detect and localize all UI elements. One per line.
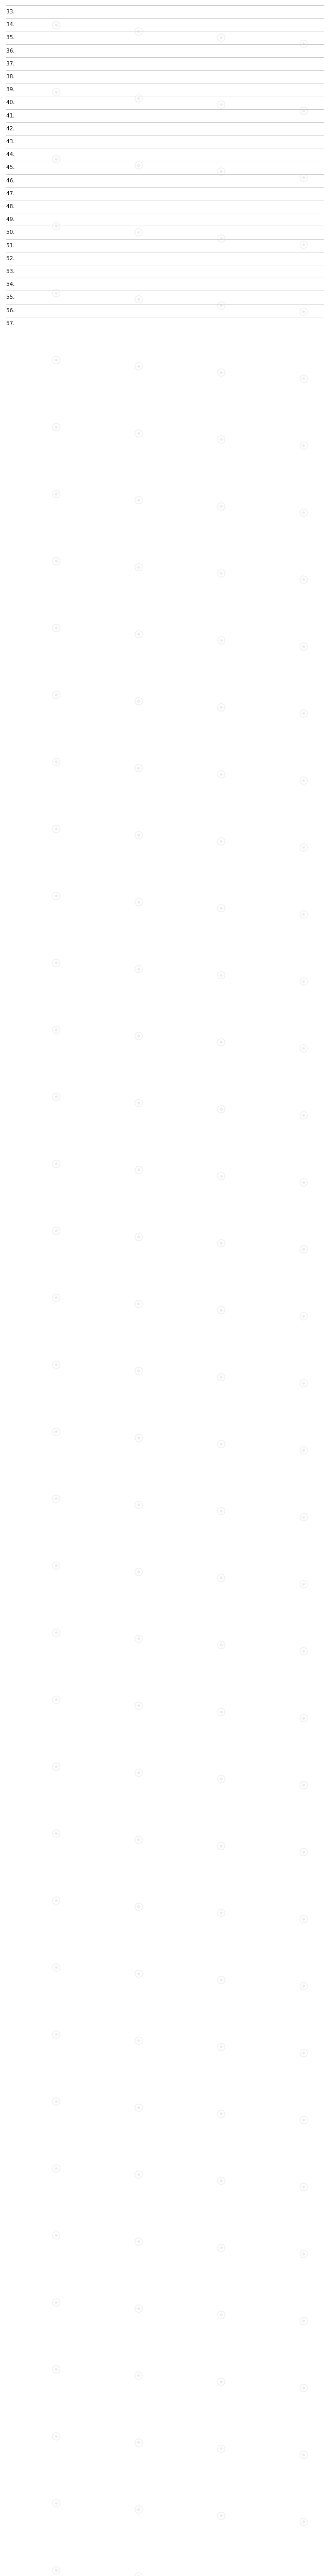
watermark-icon: [134, 1031, 143, 1041]
watermark-icon: [134, 1165, 143, 1175]
paragraph-divider: [6, 239, 324, 240]
watermark-icon: [134, 1634, 143, 1643]
watermark-icon: [217, 1506, 226, 1516]
paragraph: [6, 99, 324, 107]
watermark-icon: [52, 1494, 61, 1503]
paragraph-number: 36.: [6, 47, 15, 54]
paragraph: [6, 125, 324, 133]
paragraph-divider: [6, 187, 324, 188]
watermark-icon: [52, 2499, 61, 2508]
watermark-icon: [52, 958, 61, 968]
paragraph-number: 33.: [6, 9, 15, 15]
paragraph: [6, 60, 324, 68]
watermark-icon: [134, 2438, 143, 2447]
watermark-icon: [299, 1647, 308, 1656]
watermark-icon: [299, 642, 308, 651]
paragraph: [6, 255, 324, 263]
paragraph-divider: [6, 44, 324, 45]
watermark-icon: [134, 2237, 143, 2246]
watermark-icon: [299, 776, 308, 785]
paragraph: [6, 320, 324, 328]
watermark-icon: [134, 1835, 143, 1844]
watermark-icon: [134, 831, 143, 840]
watermark-icon: [52, 1628, 61, 1637]
watermark-icon: [217, 2377, 226, 2386]
watermark-icon: [134, 2304, 143, 2313]
watermark-icon: [299, 1781, 308, 1790]
watermark-icon: [52, 1963, 61, 1972]
watermark-icon: [217, 1239, 226, 1248]
watermark-icon: [52, 2432, 61, 2441]
watermark-icon: [299, 1580, 308, 1589]
watermark-icon: [52, 2566, 61, 2575]
watermark-icon: [52, 824, 61, 834]
watermark-icon: [134, 429, 143, 438]
watermark-icon: [52, 1092, 61, 1101]
watermark-icon: [217, 1105, 226, 1114]
watermark-icon: [134, 1701, 143, 1710]
watermark-icon: [52, 757, 61, 767]
watermark-icon: [217, 2042, 226, 2052]
watermark-icon: [217, 502, 226, 511]
watermark-icon: [217, 2310, 226, 2319]
watermark-icon: [299, 2517, 308, 2527]
paragraph-divider: [6, 109, 324, 110]
watermark-icon: [134, 697, 143, 706]
watermark-icon: [217, 904, 226, 913]
paragraph-number: 45.: [6, 164, 15, 171]
watermark-icon: [134, 1098, 143, 1108]
paragraph-number: 41.: [6, 112, 15, 119]
paragraph-number: 42.: [6, 125, 15, 132]
watermark-icon: [299, 2383, 308, 2393]
watermark-icon: [299, 2115, 308, 2125]
paragraph: [6, 34, 324, 42]
watermark-icon: [217, 1640, 226, 1650]
watermark-icon: [52, 1226, 61, 1235]
watermark-icon: [52, 1829, 61, 1838]
watermark-icon: [217, 1908, 226, 1918]
watermark-icon: [217, 1038, 226, 1047]
watermark-icon: [52, 1427, 61, 1436]
watermark-icon: [299, 2182, 308, 2192]
watermark-icon: [134, 1567, 143, 1577]
watermark-icon: [134, 1232, 143, 1242]
watermark-icon: [217, 2109, 226, 2119]
paragraph-divider: [6, 122, 324, 123]
watermark-icon: [134, 897, 143, 907]
watermark-icon: [217, 1306, 226, 1315]
watermark-icon: [299, 508, 308, 517]
watermark-icon: [52, 2298, 61, 2307]
watermark-icon: [217, 1372, 226, 1382]
paragraph: [6, 216, 324, 224]
paragraph: [6, 86, 324, 94]
paragraph: [6, 294, 324, 301]
watermark-icon: [299, 977, 308, 986]
watermark-icon: [52, 623, 61, 633]
watermark-icon: [134, 2505, 143, 2514]
paragraph-number: 50.: [6, 229, 15, 236]
paragraph-divider: [6, 174, 324, 175]
paragraph-number: 55.: [6, 294, 15, 301]
watermark-icon: [217, 636, 226, 645]
watermark-icon: [299, 1245, 308, 1254]
watermark-icon: [52, 422, 61, 432]
watermark-icon: [299, 1111, 308, 1120]
watermark-icon: [134, 1969, 143, 1978]
watermark-icon: [134, 1299, 143, 1309]
paragraph: [6, 307, 324, 315]
watermark-icon: [299, 2249, 308, 2259]
watermark-icon: [217, 2176, 226, 2185]
watermark-icon: [299, 374, 308, 383]
watermark-icon: [217, 1707, 226, 1717]
paragraph: [6, 268, 324, 276]
paragraph: [6, 73, 324, 81]
watermark-icon: [134, 964, 143, 974]
watermark-icon: [217, 770, 226, 779]
paragraph: [6, 8, 324, 16]
paragraph-number: 52.: [6, 255, 15, 262]
paragraph-divider: [6, 70, 324, 71]
watermark-icon: [52, 556, 61, 566]
watermark-icon: [134, 2371, 143, 2380]
paragraph: [6, 112, 324, 120]
paragraph-number: 56.: [6, 307, 15, 314]
watermark-icon: [134, 630, 143, 639]
watermark-icon: [52, 2164, 61, 2173]
watermark-icon: [299, 1714, 308, 1723]
watermark-icon: [52, 489, 61, 499]
watermark-icon: [217, 435, 226, 444]
watermark-icon: [52, 1695, 61, 1704]
watermark-icon: [52, 2365, 61, 2374]
watermark-icon: [134, 496, 143, 505]
watermark-icon: [217, 368, 226, 377]
paragraph-number: 34.: [6, 22, 15, 28]
paragraph-number: 54.: [6, 281, 15, 288]
watermark-icon: [52, 1896, 61, 1905]
watermark-icon: [134, 1902, 143, 1911]
watermark-icon: [299, 1981, 308, 1991]
watermark-icon: [217, 1573, 226, 1583]
paragraph-number: 48.: [6, 204, 15, 210]
watermark-icon: [299, 2450, 308, 2460]
watermark-icon: [217, 703, 226, 712]
watermark-icon: [299, 1513, 308, 1522]
watermark-icon: [299, 1446, 308, 1455]
paragraph-divider: [6, 57, 324, 58]
paragraph: [6, 21, 324, 29]
paragraph: [6, 151, 324, 159]
paragraph-number: 39.: [6, 87, 15, 93]
watermark-icon: [299, 2048, 308, 2058]
watermark-icon: [52, 891, 61, 901]
paragraph-number: 40.: [6, 99, 15, 106]
paragraph-number: 51.: [6, 242, 15, 249]
document-body: [6, 3, 324, 328]
watermark-icon: [217, 837, 226, 846]
paragraph-divider: [6, 18, 324, 19]
watermark-icon: [299, 1312, 308, 1321]
watermark-icon: [217, 1172, 226, 1181]
watermark-icon: [299, 843, 308, 852]
watermark-icon: [217, 2511, 226, 2520]
watermark-icon: [134, 1768, 143, 1777]
paragraph-number: 49.: [6, 216, 15, 223]
watermark-icon: [52, 1159, 61, 1168]
watermark-icon: [52, 690, 61, 700]
paragraph-number: 38.: [6, 74, 15, 80]
paragraph-number: 53.: [6, 268, 15, 275]
watermark-icon: [299, 1379, 308, 1388]
watermark-icon: [134, 1366, 143, 1376]
watermark-icon: [299, 1044, 308, 1053]
watermark-icon: [299, 1914, 308, 1924]
watermark-icon: [217, 1774, 226, 1784]
watermark-icon: [217, 569, 226, 578]
watermark-icon: [217, 1439, 226, 1449]
paragraph: [6, 164, 324, 172]
watermark-icon: [134, 764, 143, 773]
paragraph: [6, 203, 324, 211]
watermark-icon: [52, 2097, 61, 2106]
watermark-icon: [217, 2444, 226, 2453]
paragraph-divider: [6, 5, 324, 6]
paragraph-number: 37.: [6, 60, 15, 67]
paragraph: [6, 190, 324, 198]
watermark-icon: [217, 2243, 226, 2252]
paragraph-number: 46.: [6, 177, 15, 184]
paragraph-number: 43.: [6, 139, 15, 145]
paragraph: [6, 281, 324, 289]
watermark-icon: [52, 1025, 61, 1035]
watermark-icon: [52, 1360, 61, 1369]
watermark-icon: [52, 2231, 61, 2240]
watermark-icon: [134, 2036, 143, 2045]
watermark-icon: [52, 1293, 61, 1302]
paragraph: [6, 138, 324, 146]
watermark-icon: [52, 1561, 61, 1570]
paragraph: [6, 229, 324, 236]
watermark-icon: [134, 2572, 143, 2576]
watermark-icon: [217, 971, 226, 980]
watermark-icon: [134, 563, 143, 572]
watermark-icon: [299, 910, 308, 919]
watermark-icon: [299, 1848, 308, 1857]
watermark-icon: [134, 2170, 143, 2179]
watermark-icon: [299, 1178, 308, 1187]
watermark-icon: [299, 441, 308, 450]
paragraph-number: 47.: [6, 190, 15, 197]
watermark-icon: [217, 1975, 226, 1985]
watermark-icon: [134, 1433, 143, 1443]
watermark-icon: [299, 709, 308, 718]
paragraph-number: 57.: [6, 320, 15, 327]
watermark-icon: [134, 2103, 143, 2112]
watermark-icon: [299, 575, 308, 584]
watermark-icon: [52, 355, 61, 365]
watermark-icon: [299, 2316, 308, 2326]
paragraph: [6, 242, 324, 250]
paragraph: [6, 177, 324, 185]
paragraph: [6, 47, 324, 55]
watermark-icon: [134, 362, 143, 371]
paragraph-number: 44.: [6, 151, 15, 158]
watermark-icon: [134, 1500, 143, 1510]
watermark-icon: [52, 2030, 61, 2039]
watermark-icon: [217, 1841, 226, 1851]
watermark-icon: [52, 1762, 61, 1771]
paragraph-number: 35.: [6, 35, 15, 41]
